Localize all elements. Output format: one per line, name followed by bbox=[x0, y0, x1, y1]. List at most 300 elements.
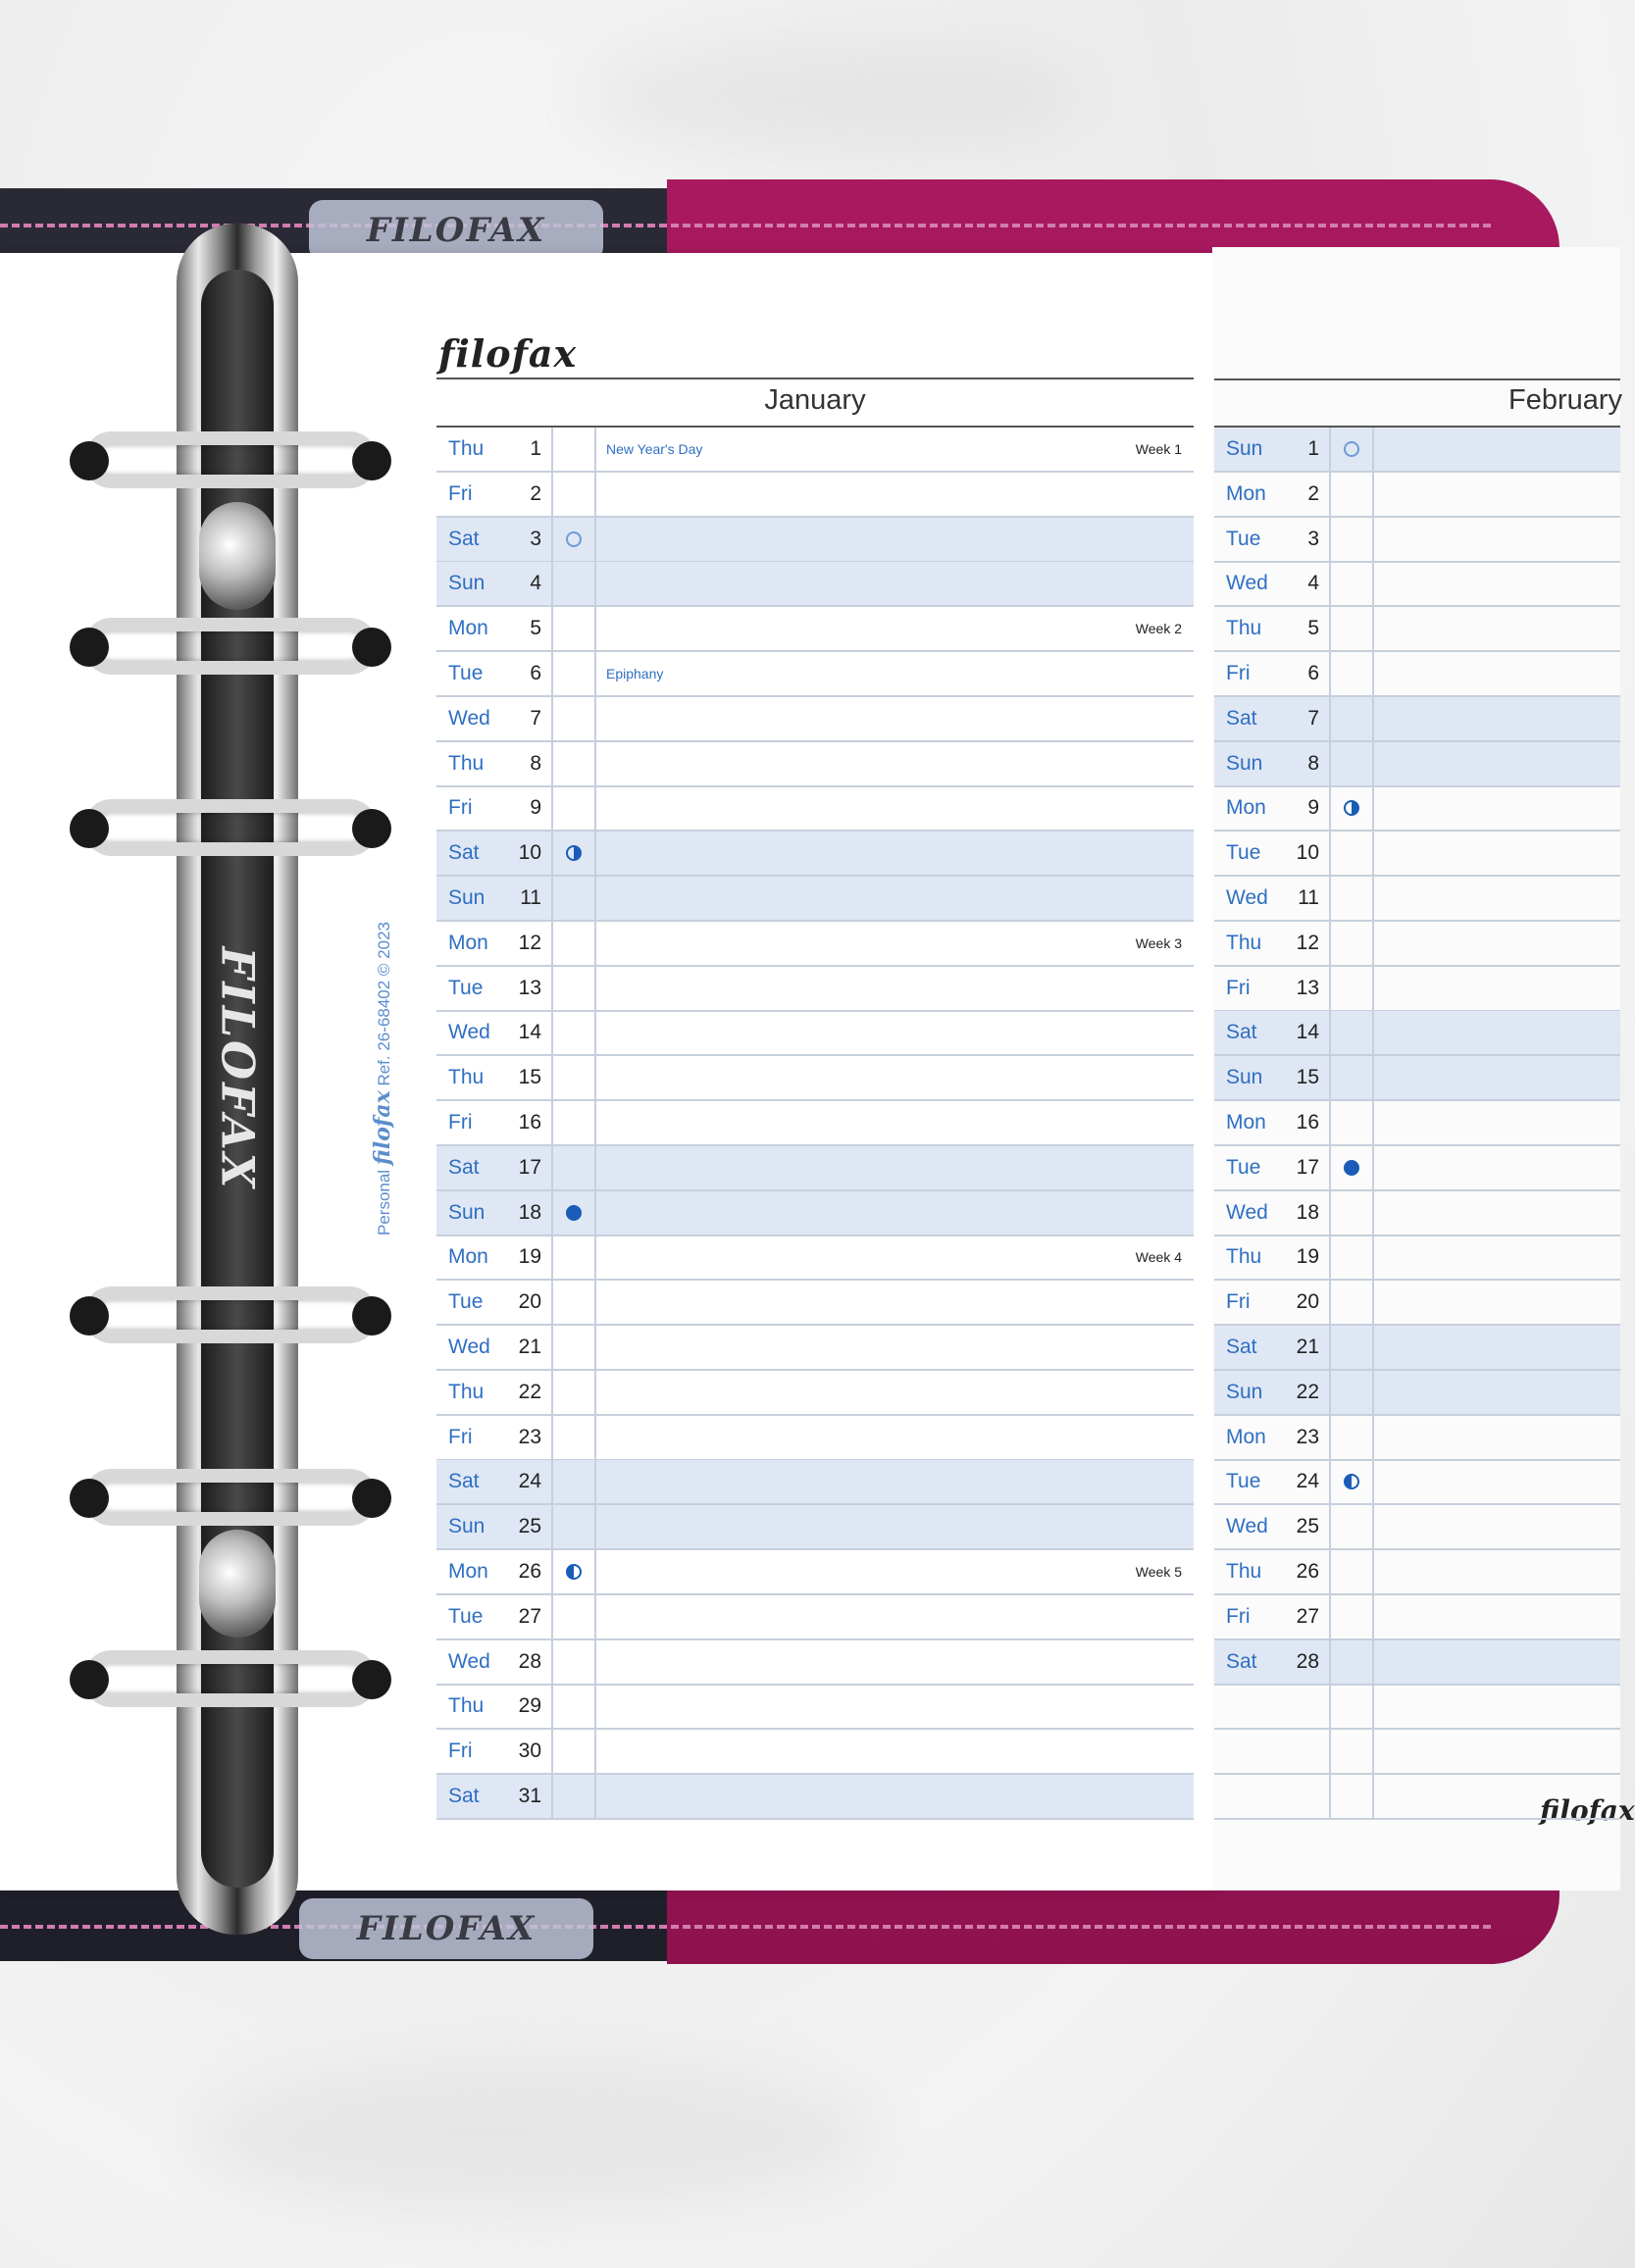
entry-area[interactable] bbox=[596, 1281, 1076, 1324]
date-number: 29 bbox=[518, 1694, 541, 1718]
weekday-label: Tue bbox=[1226, 527, 1261, 550]
weekday-label: Sat bbox=[448, 841, 480, 865]
day-row bbox=[1214, 428, 1620, 473]
moon-phase-cell bbox=[551, 1056, 596, 1099]
weekday-label: Wed bbox=[448, 1336, 490, 1358]
day-row bbox=[436, 607, 1194, 652]
date-number: 1 bbox=[1307, 437, 1319, 460]
date-number: 28 bbox=[1296, 1649, 1319, 1673]
entry-area[interactable] bbox=[1374, 1505, 1503, 1548]
day-row bbox=[1214, 1235, 1620, 1281]
moon-phase-cell bbox=[1329, 1640, 1374, 1684]
date-number: 16 bbox=[1296, 1111, 1319, 1134]
day-row bbox=[1214, 1371, 1620, 1416]
weekday-label: Sat bbox=[1226, 1021, 1257, 1044]
entry-area[interactable] bbox=[1374, 832, 1503, 875]
weekday-label: Sat bbox=[448, 1785, 480, 1807]
weekday-label: Fri bbox=[448, 1425, 473, 1448]
weekday-label: Mon bbox=[1226, 796, 1266, 820]
ring-release-knob bbox=[199, 502, 276, 610]
weekday-label: Tue bbox=[448, 976, 484, 999]
moon-phase-cell bbox=[551, 1011, 596, 1054]
day-row bbox=[1214, 1191, 1620, 1236]
moon-phase-cell bbox=[1329, 562, 1374, 605]
week-number: Week 5 bbox=[1135, 1564, 1182, 1580]
binder-ring bbox=[83, 1469, 378, 1526]
day-row bbox=[436, 967, 1194, 1012]
day-row bbox=[1214, 1640, 1620, 1686]
date-number bbox=[1295, 1730, 1329, 1773]
date-number: 21 bbox=[518, 1336, 541, 1358]
date-number: 4 bbox=[1307, 572, 1319, 595]
date-number: 24 bbox=[518, 1470, 541, 1493]
day-row bbox=[1214, 1326, 1620, 1371]
entry-area[interactable] bbox=[596, 1101, 1076, 1144]
entry-area[interactable] bbox=[596, 967, 1076, 1010]
entry-area[interactable] bbox=[596, 1011, 1076, 1054]
weekday-label: Sat bbox=[448, 1155, 480, 1179]
date-number: 19 bbox=[518, 1245, 541, 1269]
weekday-label: Thu bbox=[1226, 1560, 1262, 1583]
entry-area[interactable] bbox=[596, 1550, 1076, 1593]
entry-area[interactable] bbox=[1374, 1416, 1503, 1459]
date-number: 2 bbox=[530, 481, 541, 505]
date-number: 30 bbox=[518, 1739, 541, 1763]
entry-area[interactable] bbox=[1374, 786, 1503, 830]
moon-phase-cell bbox=[551, 1775, 596, 1818]
weekday-label: Fri bbox=[1226, 662, 1251, 684]
date-number: 17 bbox=[1296, 1155, 1319, 1179]
day-row bbox=[1214, 607, 1620, 652]
weekday-label: Fri bbox=[1226, 1290, 1251, 1314]
last-moon-icon bbox=[1344, 1474, 1359, 1489]
day-row bbox=[1214, 877, 1620, 922]
week-number: Week 2 bbox=[1135, 621, 1182, 637]
moon-phase-cell bbox=[551, 1235, 596, 1279]
day-row bbox=[1214, 1505, 1620, 1550]
entry-area[interactable] bbox=[1374, 1056, 1503, 1099]
weekday-label: Sun bbox=[448, 1515, 485, 1538]
date-number: 27 bbox=[1296, 1604, 1319, 1628]
weekday-label: Mon bbox=[448, 1245, 488, 1269]
weekday-label: Mon bbox=[1226, 481, 1266, 505]
day-row bbox=[436, 1191, 1194, 1236]
entry-area[interactable] bbox=[596, 562, 1076, 605]
weekday-label: Sun bbox=[448, 1200, 485, 1224]
day-row bbox=[436, 786, 1194, 832]
moon-phase-cell bbox=[1329, 1235, 1374, 1279]
entry-area[interactable] bbox=[1374, 1460, 1503, 1503]
date-number: 26 bbox=[518, 1560, 541, 1583]
date-number: 18 bbox=[518, 1200, 541, 1224]
moon-phase-cell bbox=[1329, 607, 1374, 650]
date-number: 20 bbox=[518, 1290, 541, 1314]
moon-phase-cell bbox=[1329, 1191, 1374, 1235]
date-number: 9 bbox=[530, 796, 541, 820]
weekday-label: Sun bbox=[1226, 751, 1263, 775]
date-number: 6 bbox=[1307, 662, 1319, 684]
entry-area[interactable] bbox=[596, 1505, 1076, 1548]
marble-vein bbox=[588, 39, 1079, 157]
ring-release-knob bbox=[199, 1530, 276, 1638]
day-row bbox=[1214, 1011, 1620, 1056]
entry-area[interactable] bbox=[1374, 1191, 1503, 1235]
moon-phase-cell bbox=[551, 473, 596, 516]
weekday-label: Wed bbox=[1226, 1200, 1268, 1224]
moon-phase-cell bbox=[1329, 967, 1374, 1010]
entry-area[interactable] bbox=[596, 697, 1076, 740]
day-row bbox=[1214, 1281, 1620, 1326]
weekday-label bbox=[1214, 1775, 1295, 1818]
weekday-label: Sun bbox=[1226, 1380, 1263, 1403]
last-moon-icon bbox=[566, 1564, 582, 1580]
day-row bbox=[1214, 1550, 1620, 1595]
weekday-label: Mon bbox=[1226, 1425, 1266, 1448]
brand-logo-right: filofax bbox=[1540, 1794, 1635, 1827]
weekday-label: Sat bbox=[1226, 1649, 1257, 1673]
weekday-label: Fri bbox=[448, 1111, 473, 1134]
day-row bbox=[436, 473, 1194, 518]
day-row bbox=[1214, 1730, 1620, 1775]
weekday-label: Tue bbox=[1226, 1155, 1261, 1179]
day-row bbox=[436, 1235, 1194, 1281]
page-size-label: Personal bbox=[375, 1169, 394, 1236]
weekday-label: Mon bbox=[448, 931, 488, 954]
moon-phase-cell bbox=[1329, 1326, 1374, 1369]
entry-area[interactable] bbox=[596, 1191, 1076, 1235]
date-number: 1 bbox=[530, 437, 541, 460]
entry-area[interactable] bbox=[596, 473, 1076, 516]
date-number: 17 bbox=[518, 1155, 541, 1179]
first-moon-icon bbox=[566, 845, 582, 861]
entry-area[interactable] bbox=[596, 1595, 1076, 1638]
weekday-label: Mon bbox=[448, 1560, 488, 1583]
moon-phase-cell bbox=[1329, 877, 1374, 920]
moon-phase-cell bbox=[1329, 832, 1374, 875]
entry-area[interactable] bbox=[1374, 1326, 1503, 1369]
weekday-label: Fri bbox=[448, 481, 473, 505]
date-number: 5 bbox=[530, 617, 541, 640]
new-moon-icon bbox=[566, 531, 582, 547]
moon-phase-cell bbox=[551, 1640, 596, 1684]
weekday-label: Sun bbox=[1226, 1066, 1263, 1089]
moon-phase-cell bbox=[551, 1595, 596, 1638]
day-row bbox=[1214, 742, 1620, 787]
moon-phase-cell bbox=[1329, 428, 1374, 471]
day-row bbox=[1214, 652, 1620, 697]
moon-phase-cell bbox=[551, 562, 596, 605]
weekday-label: Tue bbox=[1226, 1470, 1261, 1493]
date-number: 22 bbox=[1296, 1380, 1319, 1403]
entry-area[interactable] bbox=[1374, 922, 1503, 965]
moon-phase-cell bbox=[1329, 1146, 1374, 1189]
day-row bbox=[436, 1550, 1194, 1595]
moon-phase-cell bbox=[1329, 1056, 1374, 1099]
moon-phase-cell bbox=[551, 786, 596, 830]
entry-area[interactable] bbox=[1374, 1011, 1503, 1054]
brand-logo: filofax bbox=[438, 331, 578, 376]
day-row bbox=[436, 742, 1194, 787]
moon-phase-cell bbox=[551, 1460, 596, 1503]
date-number: 26 bbox=[1296, 1560, 1319, 1583]
entry-area[interactable] bbox=[1374, 1101, 1503, 1144]
entry-area[interactable] bbox=[596, 607, 1076, 650]
date-number: 11 bbox=[1298, 886, 1319, 909]
date-number: 14 bbox=[1296, 1021, 1319, 1044]
day-row bbox=[1214, 1416, 1620, 1461]
weekday-label: Wed bbox=[448, 1021, 490, 1044]
header-rule bbox=[1214, 378, 1620, 380]
moon-phase-cell bbox=[551, 832, 596, 875]
moon-phase-cell bbox=[1329, 1505, 1374, 1548]
entry-area[interactable] bbox=[1374, 518, 1503, 561]
entry-area[interactable] bbox=[596, 877, 1076, 920]
reference-number: Ref. 26-68402 bbox=[375, 980, 394, 1086]
date-number: 3 bbox=[1307, 527, 1319, 550]
entry-area[interactable] bbox=[1374, 1281, 1503, 1324]
entry-area[interactable]: Epiphany bbox=[606, 666, 664, 681]
date-number: 13 bbox=[1296, 976, 1319, 999]
moon-phase-cell bbox=[1329, 1460, 1374, 1503]
day-row bbox=[1214, 1146, 1620, 1191]
entry-area[interactable] bbox=[596, 786, 1076, 830]
date-number: 31 bbox=[518, 1785, 541, 1807]
moon-phase-cell bbox=[1329, 1281, 1374, 1324]
date-number: 13 bbox=[518, 976, 541, 999]
day-row bbox=[436, 1011, 1194, 1056]
day-row bbox=[1214, 1595, 1620, 1640]
weekday-label: Wed bbox=[1226, 886, 1268, 909]
week-number: Week 4 bbox=[1135, 1249, 1182, 1266]
date-number: 7 bbox=[530, 706, 541, 730]
entry-area[interactable] bbox=[1374, 742, 1503, 785]
date-number: 14 bbox=[518, 1021, 541, 1044]
weekday-label: Tue bbox=[1226, 841, 1261, 865]
moon-phase-cell bbox=[551, 1371, 596, 1414]
entry-area[interactable] bbox=[596, 922, 1076, 965]
date-number: 2 bbox=[1307, 481, 1319, 505]
day-row bbox=[436, 1371, 1194, 1416]
entry-area[interactable] bbox=[1374, 652, 1503, 695]
month-title-february: February bbox=[1508, 384, 1623, 416]
weekday-label: Thu bbox=[448, 437, 485, 460]
date-number: 25 bbox=[518, 1515, 541, 1538]
moon-phase-cell bbox=[551, 1101, 596, 1144]
date-number: 4 bbox=[530, 572, 541, 595]
date-number: 15 bbox=[518, 1066, 541, 1089]
day-row bbox=[436, 1775, 1194, 1820]
entry-area[interactable] bbox=[596, 1775, 1076, 1818]
entry-area[interactable] bbox=[596, 1056, 1076, 1099]
weekday-label: Wed bbox=[1226, 572, 1268, 595]
day-row bbox=[1214, 562, 1620, 607]
moon-phase-cell bbox=[551, 1191, 596, 1235]
date-number: 9 bbox=[1307, 796, 1319, 820]
week-number: Week 3 bbox=[1135, 934, 1182, 951]
moon-phase-cell bbox=[1329, 1416, 1374, 1459]
sideline-brand: filofax bbox=[370, 1090, 396, 1166]
entry-area[interactable] bbox=[596, 832, 1076, 875]
entry-area[interactable] bbox=[1374, 473, 1503, 516]
moon-phase-cell bbox=[1329, 1730, 1374, 1773]
moon-phase-cell bbox=[551, 518, 596, 561]
moon-phase-cell bbox=[551, 1281, 596, 1324]
date-number bbox=[1295, 1685, 1329, 1728]
weekday-label: Tue bbox=[448, 1604, 484, 1628]
copyright-year: © 2023 bbox=[375, 921, 394, 977]
entry-area[interactable] bbox=[1374, 607, 1503, 650]
day-row bbox=[436, 428, 1194, 473]
entry-area[interactable] bbox=[596, 1640, 1076, 1684]
date-number bbox=[1295, 1775, 1329, 1818]
moon-phase-cell bbox=[551, 428, 596, 471]
date-number: 5 bbox=[1307, 617, 1319, 640]
day-row bbox=[436, 697, 1194, 742]
weekday-label: Thu bbox=[1226, 617, 1262, 640]
date-number: 10 bbox=[518, 841, 541, 865]
entry-area[interactable] bbox=[1374, 1775, 1503, 1818]
date-number: 23 bbox=[518, 1425, 541, 1448]
day-row bbox=[436, 1101, 1194, 1146]
entry-area[interactable] bbox=[1374, 428, 1503, 471]
moon-phase-cell bbox=[551, 1550, 596, 1593]
weekday-label: Sat bbox=[1226, 706, 1257, 730]
entry-area[interactable] bbox=[1374, 877, 1503, 920]
binder-tab-bottom: FILOFAX bbox=[299, 1898, 593, 1959]
moon-phase-cell bbox=[551, 1685, 596, 1728]
date-number: 28 bbox=[518, 1649, 541, 1673]
week-number: Week 1 bbox=[1135, 441, 1182, 457]
binder-ring bbox=[83, 1650, 378, 1707]
day-row bbox=[1214, 922, 1620, 967]
date-number: 12 bbox=[518, 931, 541, 954]
date-number: 15 bbox=[1296, 1066, 1319, 1089]
weekday-label: Fri bbox=[448, 796, 473, 820]
weekday-label: Sun bbox=[448, 572, 485, 595]
binder-ring bbox=[83, 799, 378, 856]
moon-phase-cell bbox=[1329, 922, 1374, 965]
entry-area[interactable] bbox=[1374, 562, 1503, 605]
date-number: 20 bbox=[1296, 1290, 1319, 1314]
day-row bbox=[1214, 1685, 1620, 1730]
weekday-label: Wed bbox=[448, 706, 490, 730]
entry-area[interactable] bbox=[1374, 1685, 1503, 1728]
moon-phase-cell bbox=[551, 922, 596, 965]
entry-area[interactable] bbox=[1374, 967, 1503, 1010]
entry-area[interactable] bbox=[596, 1326, 1076, 1369]
weekday-label: Wed bbox=[1226, 1515, 1268, 1538]
weekday-label: Thu bbox=[1226, 931, 1262, 954]
day-row bbox=[436, 562, 1194, 607]
date-number: 10 bbox=[1296, 841, 1319, 865]
entry-area[interactable] bbox=[596, 1371, 1076, 1414]
date-number: 7 bbox=[1307, 706, 1319, 730]
moon-phase-cell bbox=[1329, 1550, 1374, 1593]
moon-phase-cell bbox=[1329, 1595, 1374, 1638]
moon-phase-cell bbox=[551, 877, 596, 920]
weekday-label: Sun bbox=[448, 886, 485, 909]
moon-phase-cell bbox=[551, 1505, 596, 1548]
date-number: 24 bbox=[1296, 1470, 1319, 1493]
day-row bbox=[436, 1685, 1194, 1730]
moon-phase-cell bbox=[551, 607, 596, 650]
entry-area[interactable] bbox=[1374, 1235, 1503, 1279]
weekday-label: Thu bbox=[448, 1380, 485, 1403]
day-row bbox=[436, 1416, 1194, 1461]
full-moon-icon bbox=[566, 1205, 582, 1221]
weekday-label: Thu bbox=[448, 1694, 485, 1718]
weekday-label: Tue bbox=[448, 1290, 484, 1314]
moon-phase-cell bbox=[1329, 786, 1374, 830]
month-title-january: January bbox=[764, 384, 866, 416]
entry-area[interactable]: New Year's Day bbox=[606, 441, 703, 457]
day-row bbox=[436, 1640, 1194, 1686]
moon-phase-cell bbox=[1329, 1685, 1374, 1728]
entry-area[interactable] bbox=[1374, 1146, 1503, 1189]
day-row bbox=[1214, 1101, 1620, 1146]
date-number: 25 bbox=[1296, 1515, 1319, 1538]
weekday-label: Fri bbox=[1226, 1604, 1251, 1628]
day-row bbox=[436, 832, 1194, 877]
day-row bbox=[1214, 1460, 1620, 1505]
binder-ring bbox=[83, 1286, 378, 1343]
entry-area[interactable] bbox=[1374, 1595, 1503, 1638]
entry-area[interactable] bbox=[596, 1730, 1076, 1773]
day-row bbox=[1214, 1056, 1620, 1101]
moon-phase-cell bbox=[1329, 1101, 1374, 1144]
entry-area[interactable] bbox=[1374, 697, 1503, 740]
day-row bbox=[436, 1460, 1194, 1505]
weekday-label: Thu bbox=[1226, 1245, 1262, 1269]
moon-phase-cell bbox=[1329, 1011, 1374, 1054]
day-row bbox=[1214, 786, 1620, 832]
entry-area[interactable] bbox=[596, 742, 1076, 785]
day-row bbox=[436, 1281, 1194, 1326]
entry-area[interactable] bbox=[596, 1685, 1076, 1728]
binder-tab-top: FILOFAX bbox=[309, 200, 603, 261]
date-number: 18 bbox=[1296, 1200, 1319, 1224]
weekday-label bbox=[1214, 1730, 1295, 1773]
weekday-label: Sat bbox=[448, 527, 480, 550]
entry-area[interactable] bbox=[596, 1416, 1076, 1459]
moon-phase-cell bbox=[551, 742, 596, 785]
entry-area[interactable] bbox=[1374, 1550, 1503, 1593]
date-number: 23 bbox=[1296, 1425, 1319, 1448]
entry-area[interactable] bbox=[596, 518, 1076, 561]
binder-ring bbox=[83, 431, 378, 488]
day-row bbox=[1214, 518, 1620, 563]
entry-area[interactable] bbox=[596, 1460, 1076, 1503]
moon-phase-cell bbox=[1329, 473, 1374, 516]
entry-area[interactable] bbox=[596, 1235, 1076, 1279]
day-row bbox=[436, 1595, 1194, 1640]
moon-phase-cell bbox=[551, 1416, 596, 1459]
marble-vein bbox=[196, 2059, 883, 2216]
entry-area[interactable] bbox=[1374, 1640, 1503, 1684]
moon-phase-cell bbox=[551, 1730, 596, 1773]
date-number: 19 bbox=[1296, 1245, 1319, 1269]
entry-area[interactable] bbox=[596, 1146, 1076, 1189]
entry-area[interactable] bbox=[1374, 1371, 1503, 1414]
weekday-label: Mon bbox=[448, 617, 488, 640]
first-moon-icon bbox=[1344, 800, 1359, 816]
moon-phase-cell bbox=[1329, 1775, 1374, 1818]
day-row bbox=[1214, 697, 1620, 742]
day-row bbox=[436, 1146, 1194, 1191]
header-rule bbox=[436, 378, 1194, 379]
entry-area[interactable] bbox=[1374, 1730, 1503, 1773]
moon-phase-cell bbox=[1329, 652, 1374, 695]
